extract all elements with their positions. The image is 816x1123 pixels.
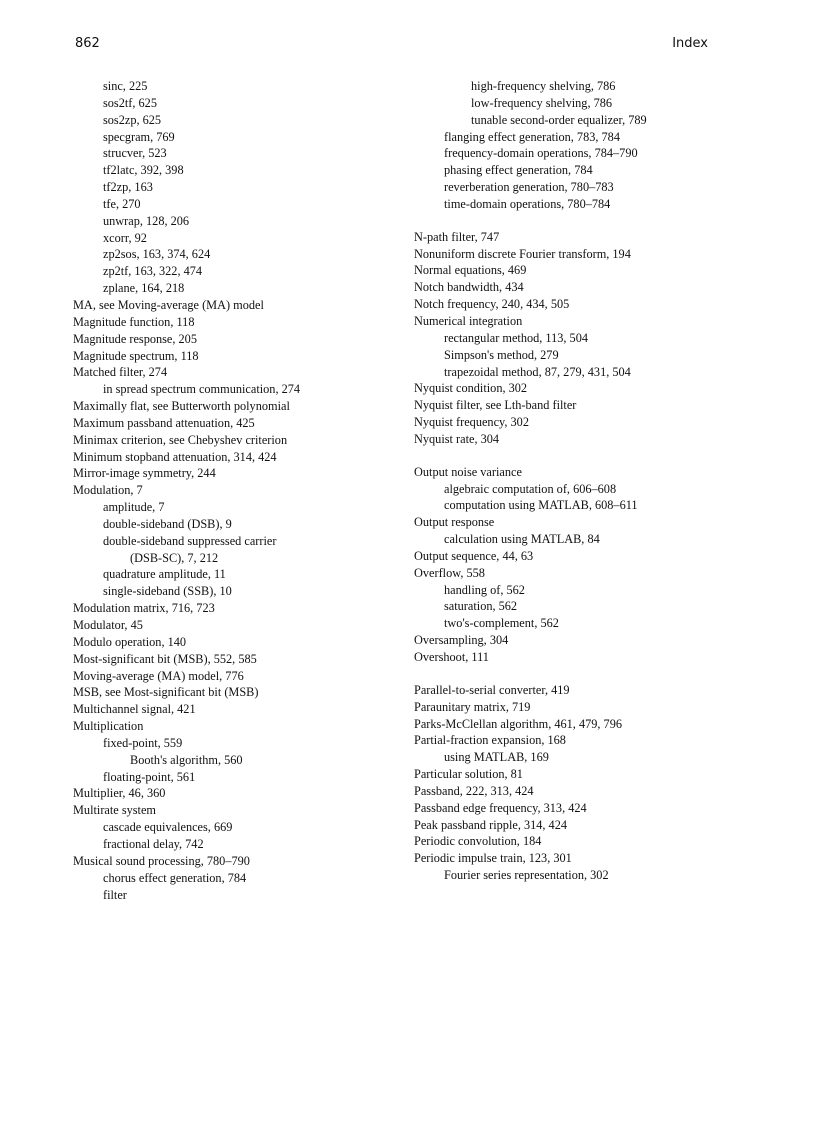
page-number: 862 [75, 36, 100, 51]
index-entry: Maximally flat, see Butterworth polynomial [73, 399, 290, 414]
index-entry: Minimax criterion, see Chebyshev criterion [73, 432, 288, 447]
index-subentry: algebraic computation of, 606–608 [444, 481, 617, 496]
index-subentry: cascade equivalences, 669 [103, 820, 233, 835]
index-subentry: computation using MATLAB, 608–611 [444, 498, 638, 513]
index-entry: Numerical integration [414, 313, 523, 328]
index-entry: Moving-average (MA) model, 776 [73, 668, 244, 683]
index-column-left [73, 78, 403, 903]
index-entry: Oversampling, 304 [414, 633, 509, 648]
index-subentry: fractional delay, 742 [103, 836, 204, 851]
index-subentry: trapezoidal method, 87, 279, 431, 504 [444, 364, 631, 379]
index-entry: Multiplier, 46, 360 [73, 786, 166, 801]
index-entry: N-path filter, 747 [414, 229, 500, 244]
index-entry: Magnitude response, 205 [73, 331, 197, 346]
index-subentry: filter [103, 887, 127, 902]
index-entry: Particular solution, 81 [414, 767, 523, 782]
index-subentry: strucver, 523 [103, 146, 167, 161]
index-entry: MA, see Moving-average (MA) model [73, 297, 264, 312]
index-entry: Modulo operation, 140 [73, 634, 187, 649]
index-subentry: tunable second-order equalizer, 789 [471, 112, 647, 127]
index-subentry: tf2latc, 392, 398 [103, 163, 184, 178]
index-entry: Output sequence, 44, 63 [414, 548, 534, 563]
index-subentry: high-frequency shelving, 786 [471, 79, 616, 93]
index-subentry: amplitude, 7 [103, 500, 165, 515]
index-entry: Output response [414, 515, 495, 530]
index-subentry: fixed-point, 559 [103, 735, 183, 750]
index-entry: Nyquist rate, 304 [414, 431, 500, 446]
index-entry: Most-significant bit (MSB), 552, 585 [73, 651, 257, 666]
index-entry: Passband edge frequency, 313, 424 [414, 800, 587, 815]
index-entry: Nyquist filter, see Lth-band filter [414, 398, 577, 413]
index-entry: Notch frequency, 240, 434, 505 [414, 297, 570, 312]
index-entry: Multichannel signal, 421 [73, 702, 196, 717]
index-subentry: double-sideband (DSB), 9 [103, 516, 232, 531]
index-entry: Modulation matrix, 716, 723 [73, 601, 215, 616]
index-entry: Notch bandwidth, 434 [414, 280, 524, 295]
index-entry: Magnitude function, 118 [73, 314, 195, 329]
index-entry: Nyquist frequency, 302 [414, 415, 529, 430]
index-subentry: flanging effect generation, 783, 784 [444, 129, 620, 144]
index-entry: Parallel-to-serial converter, 419 [414, 682, 570, 697]
index-entry: Peak passband ripple, 314, 424 [414, 817, 568, 832]
index-entry: Modulation, 7 [73, 483, 143, 498]
index-subentry: using MATLAB, 169 [444, 750, 549, 765]
index-subentry: frequency-domain operations, 784–790 [444, 146, 638, 161]
index-entry: Overshoot, 111 [414, 650, 489, 664]
index-subentry: double-sideband suppressed carrier [103, 533, 277, 548]
running-header: Index [672, 36, 708, 51]
index-subentry: low-frequency shelving, 786 [471, 95, 613, 110]
index-subentry: zp2tf, 163, 322, 474 [103, 264, 203, 279]
index-subentry: sinc, 225 [103, 79, 148, 93]
index-subentry: single-sideband (SSB), 10 [103, 584, 232, 599]
index-subentry: (DSB-SC), 7, 212 [130, 550, 219, 565]
index-subentry: unwrap, 128, 206 [103, 213, 190, 228]
index-entry: Multiplication [73, 719, 144, 734]
index-subentry: rectangular method, 113, 504 [444, 330, 588, 345]
index-subentry: zplane, 164, 218 [103, 281, 185, 296]
index-entry: Paraunitary matrix, 719 [414, 699, 531, 714]
index-entry: Nonuniform discrete Fourier transform, 194 [414, 246, 631, 261]
index-subentry: zp2sos, 163, 374, 624 [103, 247, 211, 262]
index-entry: Magnitude spectrum, 118 [73, 348, 199, 363]
index-subentry: Simpson's method, 279 [444, 347, 559, 362]
index-entry: Mirror-image symmetry, 244 [73, 466, 216, 481]
index-entry: Passband, 222, 313, 424 [414, 783, 534, 798]
index-entry: Nyquist condition, 302 [414, 381, 528, 396]
index-subentry: tfe, 270 [103, 196, 141, 211]
index-entry: Overflow, 558 [414, 565, 485, 580]
index-subentry: saturation, 562 [444, 599, 518, 614]
index-subentry: quadrature amplitude, 11 [103, 567, 226, 582]
index-subentry: tf2zp, 163 [103, 180, 153, 195]
index-entry: Multirate system [73, 803, 156, 818]
index-column-right [414, 78, 754, 884]
index-entry: Minimum stopband attenuation, 314, 424 [73, 449, 277, 464]
entry-gap [414, 213, 754, 229]
index-entry: Parks-McClellan algorithm, 461, 479, 796 [414, 716, 622, 731]
index-entry: Maximum passband attenuation, 425 [73, 415, 255, 430]
index-entry: Modulator, 45 [73, 618, 143, 632]
index-subentry: Booth's algorithm, 560 [130, 752, 243, 767]
index-subentry: calculation using MATLAB, 84 [444, 532, 600, 547]
index-subentry: sos2zp, 625 [103, 112, 162, 127]
index-subentry: floating-point, 561 [103, 769, 196, 784]
index-entry: Matched filter, 274 [73, 365, 168, 380]
index-entry: Periodic impulse train, 123, 301 [414, 851, 572, 866]
index-entry: Partial-fraction expansion, 168 [414, 733, 566, 748]
index-subentry: time-domain operations, 780–784 [444, 196, 611, 211]
index-entry: Normal equations, 469 [414, 263, 527, 278]
index-subentry: chorus effect generation, 784 [103, 870, 247, 885]
index-entry: Periodic convolution, 184 [414, 834, 542, 849]
index-subentry: handling of, 562 [444, 582, 525, 597]
index-subentry: in spread spectrum communication, 274 [103, 382, 301, 397]
index-entry: Output noise variance [414, 464, 522, 479]
index-subentry: two's-complement, 562 [444, 616, 559, 631]
index-subentry: reverberation generation, 780–783 [444, 180, 614, 195]
index-subentry: Fourier series representation, 302 [444, 868, 609, 883]
index-subentry: specgram, 769 [103, 129, 175, 144]
index-entry: MSB, see Most-significant bit (MSB) [73, 685, 259, 700]
index-subentry: xcorr, 92 [103, 230, 147, 245]
entry-gap [414, 666, 754, 682]
entry-gap [414, 448, 754, 464]
index-subentry: sos2tf, 625 [103, 95, 157, 110]
index-subentry: phasing effect generation, 784 [444, 163, 593, 178]
index-entry: Musical sound processing, 780–790 [73, 853, 250, 868]
